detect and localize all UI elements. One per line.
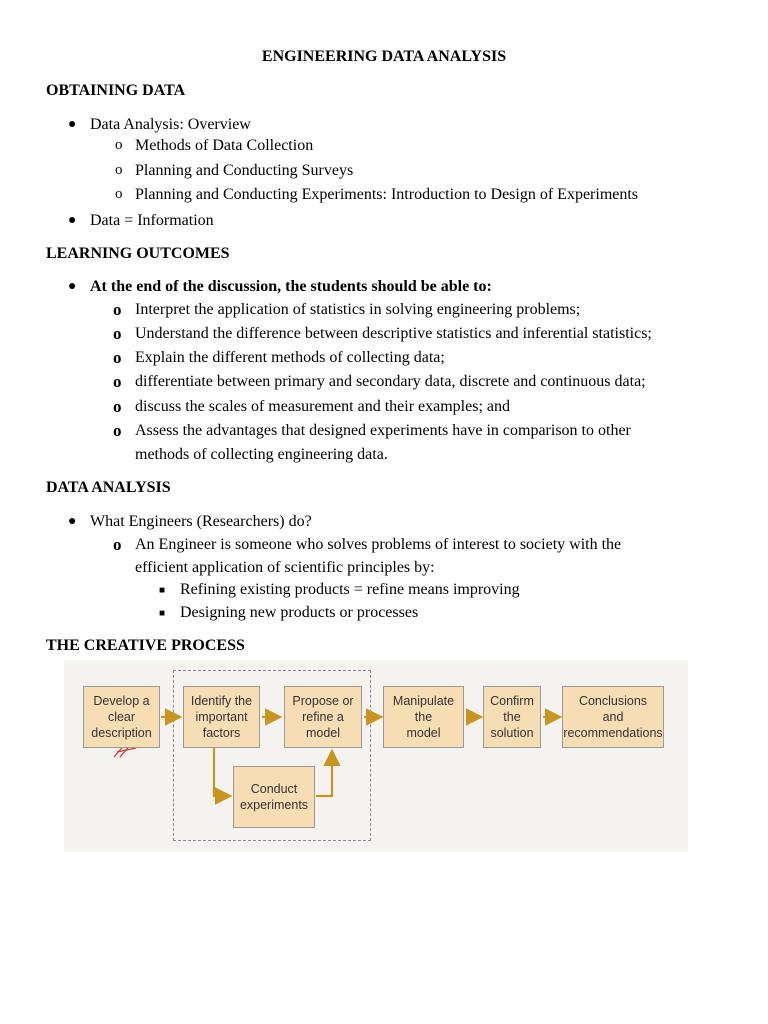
box-identify-factors: Identify the important factors bbox=[183, 686, 260, 748]
arrow-conduct-to-propose bbox=[316, 753, 332, 796]
circle-bullet-icon: o bbox=[113, 300, 122, 319]
page-title: ENGINEERING DATA ANALYSIS bbox=[261, 48, 507, 65]
list-item: Data = Information bbox=[90, 212, 214, 229]
bullet-icon: ● bbox=[68, 117, 77, 132]
box-conclusions-recommendations: Conclusions and recommendations bbox=[562, 686, 664, 748]
outcome-item: Assess the advantages that designed experiments have in comparison to other bbox=[135, 422, 631, 439]
circle-bullet-icon: o bbox=[115, 186, 123, 202]
box-manipulate-model: Manipulate the model bbox=[383, 686, 464, 748]
outcome-item: Understand the difference between descriptive statistics and inferential statistics; bbox=[135, 325, 652, 342]
circle-bullet-icon: o bbox=[113, 397, 122, 416]
outcome-item: Explain the different methods of collecting data; bbox=[135, 349, 445, 366]
arrow-identify-to-conduct bbox=[214, 748, 228, 796]
bullet-icon: ● bbox=[68, 514, 77, 529]
circle-bullet-icon: o bbox=[113, 421, 122, 440]
heading-learning-outcomes: LEARNING OUTCOMES bbox=[46, 245, 230, 262]
outcome-item: discuss the scales of measurement and their examples; and bbox=[135, 398, 510, 415]
circle-bullet-icon: o bbox=[115, 162, 123, 178]
list-subitem: An Engineer is someone who solves problems of interest to society with the bbox=[135, 536, 622, 553]
bullet-icon: ● bbox=[68, 279, 77, 294]
circle-bullet-icon: o bbox=[113, 324, 122, 343]
square-bullet-icon: ■ bbox=[159, 608, 166, 619]
outcomes-lead: At the end of the discussion, the students should be able to: bbox=[90, 278, 492, 295]
circle-bullet-icon: o bbox=[115, 137, 123, 153]
heading-obtaining-data: OBTAINING DATA bbox=[46, 82, 186, 99]
list-subsubitem: Designing new products or processes bbox=[180, 604, 419, 621]
box-propose-model: Propose or refine a model bbox=[284, 686, 362, 748]
list-subitem: Methods of Data Collection bbox=[135, 137, 314, 154]
list-subsubitem: Refining existing products = refine means improving bbox=[180, 581, 520, 598]
list-item: What Engineers (Researchers) do? bbox=[90, 513, 312, 530]
heading-creative-process: THE CREATIVE PROCESS bbox=[46, 637, 245, 654]
list-subitem: Planning and Conducting Experiments: Introduction to Design of Experiments bbox=[135, 186, 639, 203]
list-item: Data Analysis: Overview bbox=[90, 116, 251, 133]
square-bullet-icon: ■ bbox=[159, 585, 166, 596]
outcome-item: Interpret the application of statistics in solving engineering problems; bbox=[135, 301, 581, 318]
heading-data-analysis: DATA ANALYSIS bbox=[46, 479, 171, 496]
outcome-item: differentiate between primary and secondary data, discrete and continuous data; bbox=[135, 373, 646, 390]
list-subitem: Planning and Conducting Surveys bbox=[135, 162, 354, 179]
box-confirm-solution: Confirm the solution bbox=[483, 686, 541, 748]
outcome-item-continued: methods of collecting engineering data. bbox=[135, 446, 388, 463]
list-subitem-continued: efficient application of scientific principles by: bbox=[135, 559, 435, 576]
circle-bullet-icon: o bbox=[113, 535, 122, 554]
circle-bullet-icon: o bbox=[113, 348, 122, 367]
circle-bullet-icon: o bbox=[113, 372, 122, 391]
bullet-icon: ● bbox=[68, 213, 77, 228]
creative-process-diagram bbox=[64, 660, 688, 852]
box-develop-description: Develop a clear description bbox=[83, 686, 160, 748]
box-conduct-experiments: Conduct experiments bbox=[233, 766, 315, 828]
